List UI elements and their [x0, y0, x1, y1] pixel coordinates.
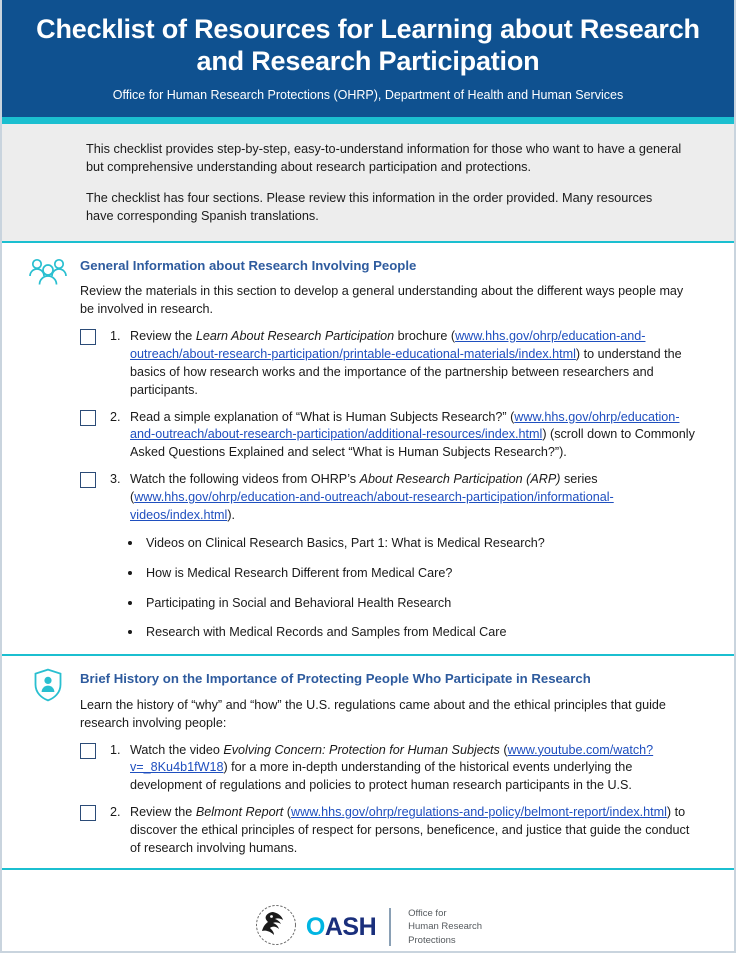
footer-line-2: Human Research	[408, 921, 483, 933]
page-subtitle: Office for Human Research Protections (OHRP), Department of Health and Human Services	[112, 87, 624, 102]
item-pre-text: Review the	[130, 805, 196, 820]
item-mid-text: (	[283, 805, 292, 820]
resource-link[interactable]: www.hhs.gov/ohrp/regulations-and-policy/belmont-report/index.html	[291, 805, 667, 820]
page-title: Checklist of Resources for Learning about Research and Research Participation	[36, 14, 700, 76]
people-group-icon	[26, 253, 70, 289]
item-pre-text: Watch the following videos from OHRP’s	[130, 472, 360, 487]
header-accent-bar	[2, 117, 734, 124]
list-item	[80, 595, 700, 613]
video-bullet-list	[80, 535, 700, 643]
item-text	[130, 742, 700, 796]
item-text	[130, 409, 700, 463]
section-brief-history	[2, 656, 734, 868]
item-pre-text: Review the	[130, 329, 196, 344]
list-item-label: Videos on Clinical Research Basics, Part 1: What is Medical Research?	[146, 535, 545, 550]
checkbox[interactable]	[80, 329, 96, 345]
list-item	[80, 535, 700, 553]
shield-person-icon	[26, 666, 70, 702]
footer-line-1: Office for	[408, 907, 447, 919]
section-lead-text: Learn the history of “why” and “how” the U.S. regulations came about and the ethical principles that guide research involving people:	[80, 697, 666, 730]
checklist-item[interactable]	[80, 804, 700, 858]
footer-line-3: Protections	[408, 935, 456, 947]
page-footer	[2, 870, 734, 951]
resource-link[interactable]: www.hhs.gov/ohrp/education-and-outreach/about-research-participation/printable-educational-materials/index.html	[130, 329, 646, 361]
list-item-label: Research with Medical Records and Samples from Medical Care	[146, 625, 507, 640]
item-mid-text: series (	[130, 472, 598, 505]
footer-divider	[389, 908, 391, 946]
item-mid-text: brochure (	[394, 329, 456, 344]
intro-panel	[2, 124, 734, 241]
resource-link[interactable]: www.hhs.gov/ohrp/education-and-outreach/about-research-participation/informational-videos/index.html	[130, 490, 614, 522]
intro-paragraph-2: The checklist has four sections. Please review this information in the order provided. Many resources have corresponding Spanish translations.	[86, 190, 653, 223]
page-header	[2, 0, 734, 117]
list-item	[80, 565, 700, 583]
item-number: 1.	[110, 329, 121, 344]
intro-paragraph-1: This checklist provides step-by-step, easy-to-understand information for those who want to have a general but comprehensive understanding about research participation and protections.	[86, 141, 682, 174]
footer-agency-name	[408, 907, 482, 948]
item-number: 3.	[110, 472, 121, 487]
bullet-dot-icon	[128, 601, 132, 605]
item-mid-text: (	[499, 742, 508, 757]
item-post-text: ) to discover the ethical principles of respect for persons, beneficence, and justice that guide the conduct of research involving humans.	[130, 805, 690, 855]
list-item-label: Participating in Social and Behavioral Health Research	[146, 595, 452, 610]
item-post-text: ) to understand the basics of how research works and the importance of the partnership between researchers and participants.	[130, 346, 682, 397]
checklist-item[interactable]	[80, 471, 700, 525]
item-italic-title: Evolving Concern: Protection for Human Subjects	[223, 742, 500, 757]
hhs-seal-icon	[254, 904, 298, 951]
item-italic-title: Belmont Report	[195, 805, 284, 820]
resource-link[interactable]: www.youtube.com/watch?v=_8Ku4b1fW18	[130, 742, 654, 775]
bullet-dot-icon	[128, 571, 132, 575]
item-pre-text: Read a simple explanation of “What is Human Subjects Research?” (	[130, 409, 515, 424]
checklist-item[interactable]	[80, 742, 700, 796]
checklist-item[interactable]	[80, 328, 700, 400]
item-pre-text: Watch the video	[130, 742, 224, 757]
section-title: Brief History on the Importance of Protecting People Who Participate in Research	[80, 671, 591, 687]
oash-letters-ash: ASH	[324, 912, 377, 941]
item-text	[130, 328, 700, 400]
oash-wordmark	[305, 912, 377, 941]
item-post-text: ) for a more in-depth understanding of the historical events underlying the development of regulations and policies to protect human research participants in the U.S.	[130, 760, 633, 793]
list-item-label: How is Medical Research Different from Medical Care?	[146, 565, 453, 580]
checkbox[interactable]	[80, 743, 96, 759]
oash-letter-o: O	[305, 912, 325, 941]
list-item	[80, 624, 700, 642]
bullet-dot-icon	[128, 541, 132, 545]
item-italic-title: Learn About Research Participation	[195, 329, 395, 344]
item-post-text: ).	[227, 507, 236, 522]
item-text	[130, 804, 700, 858]
item-number: 2.	[110, 805, 121, 820]
checklist-item[interactable]	[80, 409, 700, 463]
item-post-text: ) (scroll down to Commonly Asked Questions Explained and select “What is Human Subjects Research?”).	[130, 427, 695, 460]
checkbox[interactable]	[80, 805, 96, 821]
item-number: 1.	[110, 742, 121, 757]
item-italic-title: About Research Participation (ARP)	[359, 472, 561, 487]
item-text	[130, 471, 700, 525]
checkbox[interactable]	[80, 472, 96, 488]
section-lead-text: Review the materials in this section to develop a general understanding about the different ways people may be involved in research.	[80, 284, 684, 317]
section-title: General Information about Research Involving People	[80, 257, 417, 273]
section-general-information	[2, 243, 734, 655]
item-number: 2.	[110, 409, 121, 424]
resource-link[interactable]: www.hhs.gov/ohrp/education-and-outreach/about-research-participation/additional-resources/index.html	[130, 409, 680, 442]
bullet-dot-icon	[128, 630, 132, 634]
checkbox[interactable]	[80, 410, 96, 426]
